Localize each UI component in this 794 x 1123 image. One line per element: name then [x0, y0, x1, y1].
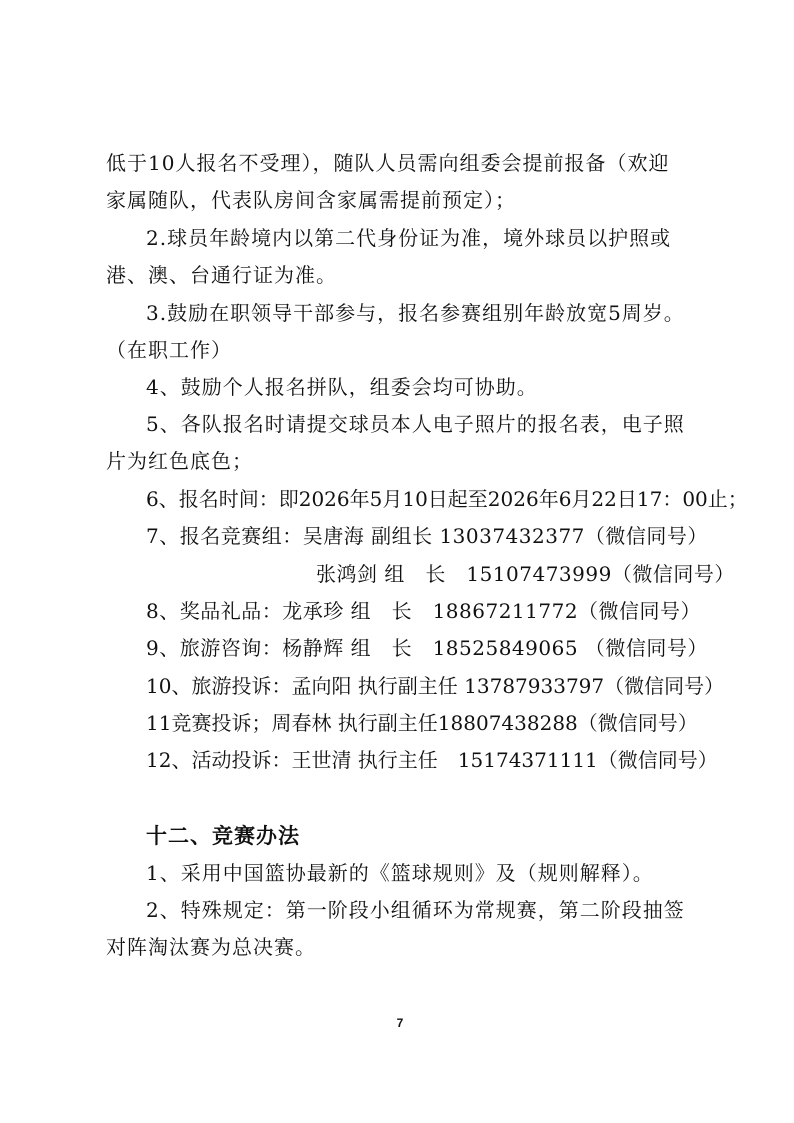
paragraph-line: 2、特殊规定：第一阶段小组循环为常规赛，第二阶段抽签: [146, 898, 685, 922]
paragraph-line: 4、鼓励个人报名拼队，组委会均可协助。: [146, 375, 538, 399]
paragraph-line: 12、活动投诉：王世清 执行主任 15174371111（微信同号）: [146, 748, 718, 772]
paragraph-line: 港、澳、台通行证为准。: [106, 263, 337, 287]
paragraph-line: 8、奖品礼品：龙承珍 组 长 18867211772（微信同号）: [146, 599, 702, 623]
paragraph-line: 3.鼓励在职领导干部参与，报名参赛组别年龄放宽5周岁。: [146, 301, 685, 325]
paragraph-line: 张鸿剑 组 长 15107473999（微信同号）: [316, 562, 735, 586]
section-heading: 十二、竞赛办法: [146, 824, 300, 848]
paragraph-line: 9、旅游咨询：杨静辉 组 长 18525849065 （微信同号）: [146, 636, 708, 660]
paragraph-line: 低于10人报名不受理），随队人员需向组委会提前报备（欢迎: [106, 151, 670, 175]
paragraph-line: 11竞赛投诉；周春林 执行副主任18807438288（微信同号）: [146, 711, 698, 735]
page-number: 7: [396, 1016, 404, 1030]
paragraph-line: 10、旅游投诉：孟向阳 执行副主任 13787933797（微信同号）: [146, 674, 725, 698]
paragraph-line: 片为红色底色；: [106, 449, 253, 473]
paragraph-line: 家属随队，代表队房间含家属需提前预定）；: [106, 188, 516, 212]
paragraph-line: 2.球员年龄境内以第二代身份证为准，境外球员以护照或: [146, 226, 672, 250]
paragraph-line: 1、采用中国篮协最新的《篮球规则》及（规则解释）。: [146, 861, 654, 885]
paragraph-line: 7、报名竞赛组：吴唐海 副组长 13037432377（微信同号）: [146, 524, 708, 548]
paragraph-line: 6、报名时间：即2026年5月10日起至2026年6月22日17：00止；: [146, 487, 748, 511]
paragraph-line: （在职工作）: [106, 338, 232, 362]
paragraph-line: 对阵淘汰赛为总决赛。: [106, 935, 316, 959]
paragraph-line: 5、各队报名时请提交球员本人电子照片的报名表，电子照: [146, 412, 685, 436]
